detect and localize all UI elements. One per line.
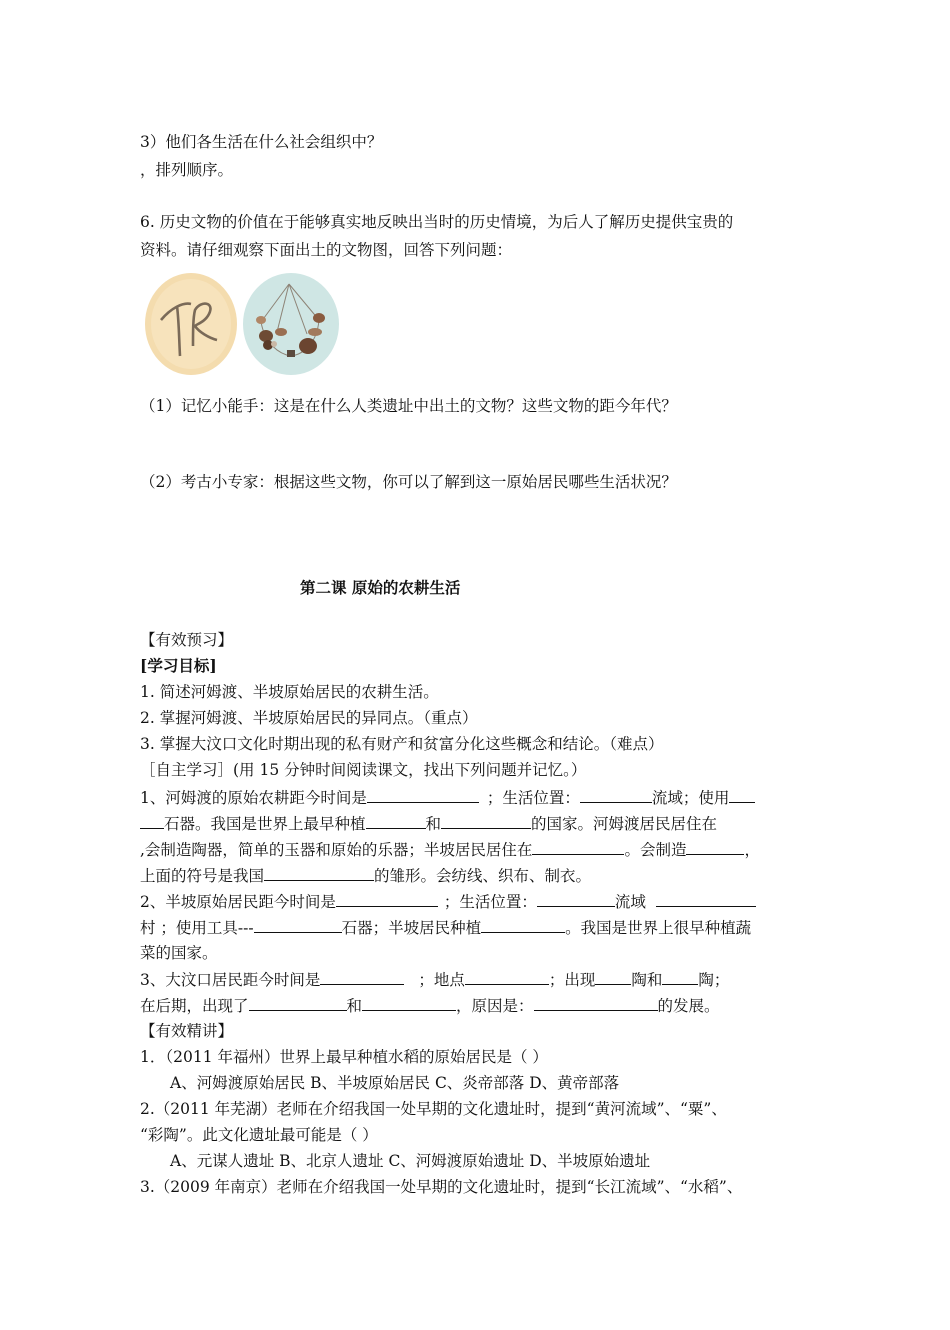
fill-q2-line2: 村 ；使用工具--- 石器；半坡居民种植 。我国是世界上很早种植蔬 bbox=[140, 919, 752, 937]
necklace-image bbox=[243, 273, 339, 375]
mc-question-3: 3.（2009 年南京）老师在介绍我国一处早期的文化遗址时，提到“长江流域”、“水稻”、 bbox=[140, 1178, 743, 1196]
fill-q1-line1: 1、河姆渡的原始农耕距今时间是 ；生活位置： 流域；使用 bbox=[140, 787, 755, 808]
blank[interactable] bbox=[336, 891, 438, 907]
fill-q3-line1: 3、大汶口居民距今时间是 ；地点 ；出现 陶和 陶； bbox=[140, 971, 730, 989]
question-6-sub1: （1）记忆小能手：这是在什么人类遗址中出土的文物？这些文物的距今年代？ bbox=[140, 397, 677, 415]
fill-q2-line1: 2、半坡原始居民距今时间是 ；生活位置： 流域 bbox=[140, 891, 756, 912]
blank[interactable] bbox=[580, 787, 652, 803]
blank[interactable] bbox=[729, 787, 755, 803]
blank[interactable] bbox=[254, 917, 342, 933]
mc-question-1: 1．（2011 年福州）世界上最早种植水稻的原始居民是（ ） bbox=[140, 1048, 548, 1066]
fill-q1-line2: 石器。我国是世界上最早种植 和 的国家。河姆渡居民居住在 bbox=[140, 813, 717, 834]
blank[interactable] bbox=[662, 969, 698, 985]
question-6-line2: 资料。请仔细观察下面出土的文物图，回答下列问题： bbox=[140, 241, 513, 259]
blank[interactable] bbox=[441, 813, 531, 829]
pottery-symbol-image bbox=[145, 273, 237, 375]
goal-3: 3. 掌握大汶口文化时期出现的私有财产和贫富分化这些概念和结论。（难点） bbox=[140, 735, 664, 753]
blank[interactable] bbox=[595, 969, 631, 985]
goal-2: 2. 掌握河姆渡、半坡原始居民的异同点。（重点） bbox=[140, 709, 478, 727]
blank[interactable] bbox=[534, 995, 658, 1011]
goals-heading: [学习目标] bbox=[140, 656, 217, 675]
fill-q1-line4: 上面的符号是我国 的雏形。会纺线、织布、制衣。 bbox=[140, 867, 592, 885]
mc-question-2-line2: “彩陶”。此文化遗址最可能是（ ） bbox=[140, 1126, 378, 1144]
blank[interactable] bbox=[686, 839, 744, 855]
artifact-images bbox=[143, 272, 343, 380]
question-3-note: ，排列顺序。 bbox=[140, 161, 234, 179]
blank[interactable] bbox=[656, 891, 756, 907]
blank[interactable] bbox=[249, 995, 347, 1011]
lecture-heading: 【有效精讲】 bbox=[140, 1022, 234, 1040]
blank[interactable] bbox=[367, 787, 479, 803]
blank[interactable] bbox=[140, 813, 164, 829]
blank[interactable] bbox=[465, 969, 549, 985]
question-6-line1: 6. 历史文物的价值在于能够真实地反映出当时的历史情境，为后人了解历史提供宝贵的 bbox=[140, 213, 734, 231]
blank[interactable] bbox=[481, 917, 565, 933]
fill-q2-line3: 菜的国家。 bbox=[140, 944, 218, 962]
mc-question-2-line1: 2.（2011 年芜湖）老师在介绍我国一处早期的文化遗址时，提到“黄河流域”、“粟”、 bbox=[140, 1100, 727, 1118]
lesson-title: 第二课 原始的农耕生活 bbox=[300, 578, 461, 597]
blank[interactable] bbox=[537, 891, 615, 907]
blank[interactable] bbox=[264, 865, 374, 881]
blank[interactable] bbox=[532, 839, 624, 855]
self-study-heading: ［自主学习］(用 15 分钟时间阅读课文，找出下列问题并记忆。） bbox=[140, 761, 587, 779]
preview-heading: 【有效预习】 bbox=[140, 631, 234, 649]
blank[interactable] bbox=[362, 995, 456, 1011]
question-6-sub2: （2）考古小专家：根据这些文物，你可以了解到这一原始居民哪些生活状况？ bbox=[140, 473, 677, 491]
blank[interactable] bbox=[320, 969, 404, 985]
fill-q3-line2: 在后期，出现了 和 ，原因是： 的发展。 bbox=[140, 997, 720, 1015]
mc-question-1-options: A、河姆渡原始居民 B、半坡原始居民 C、炎帝部落 D、黄帝部落 bbox=[170, 1074, 620, 1092]
blank[interactable] bbox=[366, 813, 426, 829]
mc-question-2-options: A、元谋人遗址 B、北京人遗址 C、河姆渡原始遗址 D、半坡原始遗址 bbox=[170, 1152, 651, 1170]
fill-q1-line3: ,会制造陶器，简单的玉器和原始的乐器；半坡居民居住在 。会制造 ， bbox=[140, 841, 760, 859]
question-3: 3）他们各生活在什么社会组织中？ bbox=[140, 133, 383, 151]
goal-1: 1. 简述河姆渡、半坡原始居民的农耕生活。 bbox=[140, 683, 439, 701]
